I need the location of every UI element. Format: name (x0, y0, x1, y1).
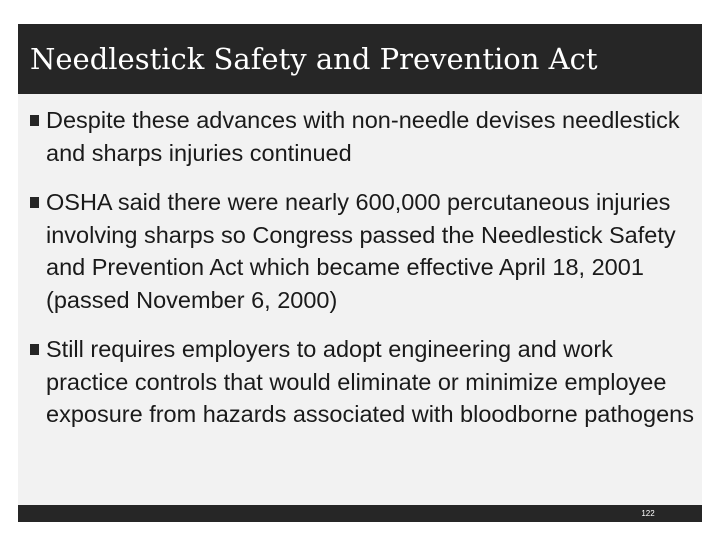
bullet-text: OSHA said there were nearly 600,000 percutaneous injuries involving sharps so Congress passed the Needlestick Safety and Prevention Act which became effective April 18, 2001 (passed November 6, 2000) (46, 189, 676, 313)
bullet-item (28, 186, 698, 316)
bullet-item (28, 104, 698, 169)
bullet-item (28, 333, 698, 431)
square-bullet-icon (30, 115, 39, 126)
bullet-list (28, 104, 698, 448)
bullet-text: Still requires employers to adopt engineering and work practice controls that would eliminate or minimize employee exposure from hazards associated with bloodborne pathogens (46, 336, 694, 427)
page-number: 122 (641, 509, 655, 518)
title-bar (18, 24, 702, 94)
footer-bar (18, 505, 702, 522)
square-bullet-icon (30, 197, 39, 208)
bullet-text: Despite these advances with non-needle devises needlestick and sharps injuries continued (46, 107, 680, 166)
square-bullet-icon (30, 344, 39, 355)
slide-title: Needlestick Safety and Prevention Act (30, 42, 598, 76)
slide (18, 24, 702, 522)
